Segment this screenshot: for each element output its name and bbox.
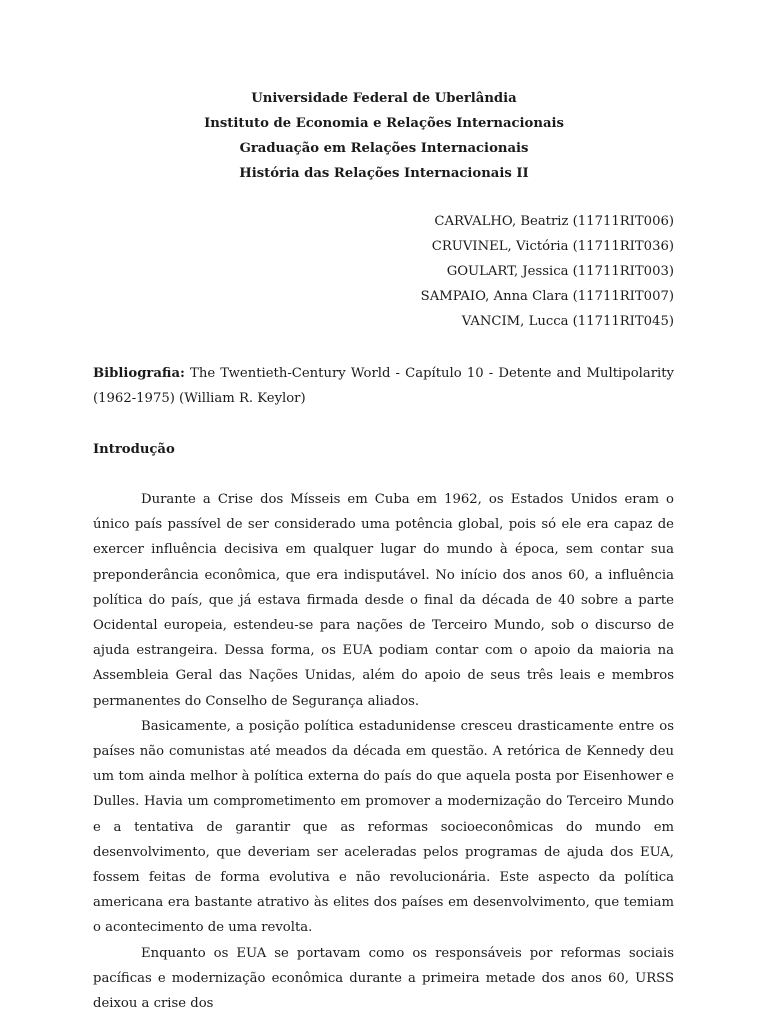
program-name: Graduação em Relações Internacionais — [239, 141, 529, 156]
bibliography-text: The Twentieth-Century World - Capítulo 10 - Detente and Multipolarity (1962-1975) (William R. Keylor) — [93, 366, 674, 406]
bibliography — [93, 361, 674, 411]
introduction-body — [93, 487, 674, 1016]
author-entry: VANCIM, Lucca (11711RIT045) — [461, 314, 674, 329]
author-entry: SAMPAIO, Anna Clara (11711RIT007) — [420, 289, 674, 304]
author-entry: GOULART, Jessica (11711RIT003) — [446, 264, 674, 279]
section-heading-introduction: Introdução — [93, 442, 175, 457]
author-entry: CRUVINEL, Victória (11711RIT036) — [431, 239, 674, 254]
paragraph: Enquanto os EUA se portavam como os responsáveis por reformas sociais pacíficas e modernização econômica durante a primeira metade dos anos 60, URSS deixou a crise dos — [93, 945, 674, 1012]
document-header — [0, 86, 768, 186]
course-name: História das Relações Internacionais II — [239, 166, 529, 181]
paragraph: Basicamente, a posição política estadunidense cresceu drasticamente entre os países não comunistas até meados da década em questão. A retórica de Kennedy deu um tom ainda melhor à política externa do país do que aquela posta por Eisenhower e Dulles. Havia um comprometimento em promover a modernização do Terceiro Mundo e a tentativa de garantir que as reformas socioeconômicas do mundo em desenvolvimento, que deveriam ser aceleradas pelos programas de ajuda dos EUA, fossem feitas de forma evolutiva e não revolucionária. Este aspecto da política americana era bastante atrativo às elites dos países em desenvolvimento, que temiam o acontecimento de uma revolta. — [93, 718, 674, 936]
author-list — [421, 209, 674, 334]
institute-name: Instituto de Economia e Relações Internacionais — [204, 116, 564, 131]
author-entry: CARVALHO, Beatriz (11711RIT006) — [434, 214, 674, 229]
paragraph: Durante a Crise dos Mísseis em Cuba em 1962, os Estados Unidos eram o único país passível de ser considerado uma potência global, pois só ele era capaz de exercer influência decisiva em qualquer lugar do mundo à época, sem contar sua preponderância econômica, que era indisputável. No início dos anos 60, a influência política do país, que já estava firmada desde o final da década de 40 sobre a parte Ocidental europeia, estendeu-se para nações de Terceiro Mundo, sob o discurso de ajuda estrangeira. Dessa forma, os EUA podiam contar com o apoio da maioria na Assembleia Geral das Nações Unidas, além do apoio de seus três leais e membros permanentes do Conselho de Segurança aliados. — [93, 492, 674, 709]
bibliography-label: Bibliografia: — [93, 366, 185, 381]
university-name: Universidade Federal de Uberlândia — [251, 91, 517, 106]
